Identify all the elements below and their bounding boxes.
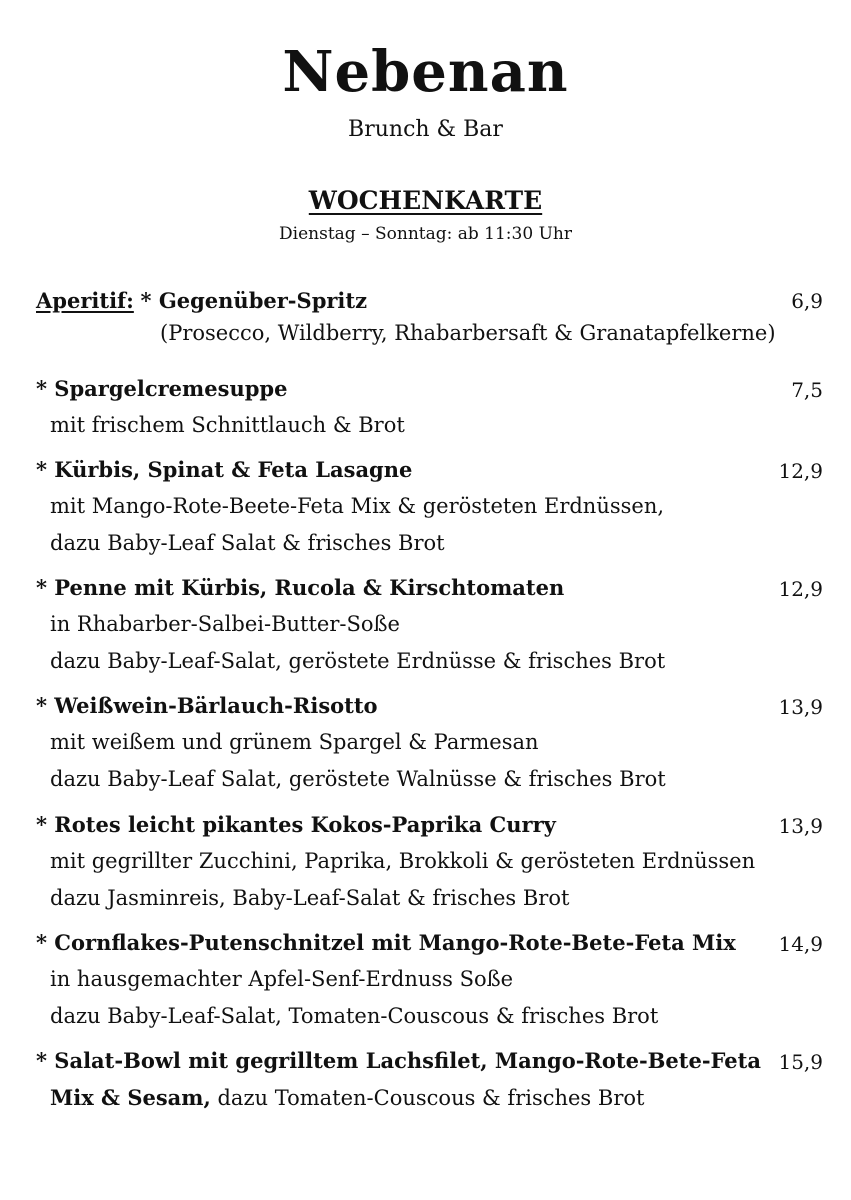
dish-name: * Spargelcremesuppe: [36, 376, 288, 401]
dish-price: 14,9: [778, 932, 823, 956]
menu-item: [36, 924, 796, 1035]
dish-description: [36, 1079, 796, 1117]
dish-name: * Penne mit Kürbis, Rucola & Kirschtomaten: [36, 575, 565, 600]
dish-description: in hausgemachter Apfel-Senf-Erdnuss Soße: [50, 967, 514, 991]
opening-hours: Dienstag – Sonntag: ab 11:30 Uhr: [279, 224, 572, 244]
dish-description: dazu Jasminreis, Baby-Leaf-Salat & frisches Brot: [50, 886, 570, 910]
dish-description: mit frischem Schnittlauch & Brot: [50, 413, 405, 437]
dish-name: * Weißwein-Bärlauch-Risotto: [36, 693, 378, 718]
menu-item: [36, 370, 796, 444]
dish-description: dazu Baby-Leaf-Salat, geröstete Erdnüsse & frisches Brot: [50, 649, 666, 673]
aperitif-label: Aperitif:: [36, 288, 134, 313]
dish-description: dazu Baby-Leaf Salat & frisches Brot: [50, 531, 445, 555]
dish-name: * Kürbis, Spinat & Feta Lasagne: [36, 457, 413, 482]
dish-name-continued: Mix & Sesam,: [50, 1085, 211, 1110]
dish-price: 12,9: [778, 459, 823, 483]
menu-item: [36, 569, 796, 680]
dish-description: in Rhabarber-Salbei-Butter-Soße: [50, 612, 400, 636]
dish-name: * Rotes leicht pikantes Kokos-Paprika Curry: [36, 812, 556, 837]
dish-price: 13,9: [778, 814, 823, 838]
dish-price: 15,9: [778, 1050, 823, 1074]
restaurant-subtitle: Brunch & Bar: [348, 117, 503, 142]
menu-item: [36, 806, 796, 917]
menu-item: [36, 451, 796, 562]
menu-item: [36, 687, 796, 798]
aperitif-price: 6,9: [791, 289, 823, 313]
dish-price: 13,9: [778, 695, 823, 719]
dish-description-text: dazu Tomaten-Couscous & frisches Brot: [210, 1086, 645, 1110]
dish-description: dazu Baby-Leaf-Salat, Tomaten-Couscous & frisches Brot: [50, 1004, 659, 1028]
dish-name: * Salat-Bowl mit gegrilltem Lachsfilet, Mango-Rote-Bete-Feta: [36, 1048, 761, 1073]
weekly-menu-heading: WOCHENKARTE: [308, 186, 543, 215]
dish-price: 12,9: [778, 577, 823, 601]
dish-description: mit gegrillter Zucchini, Paprika, Brokkoli & gerösteten Erdnüssen: [50, 849, 756, 873]
aperitif-name: * Gegenüber-Spritz: [140, 288, 368, 313]
dish-description: dazu Baby-Leaf Salat, geröstete Walnüsse & frisches Brot: [50, 767, 666, 791]
aperitif-section: [36, 285, 826, 349]
dish-name: * Cornflakes-Putenschnitzel mit Mango-Rote-Bete-Feta Mix: [36, 930, 736, 955]
dish-price: 7,5: [791, 378, 823, 402]
menu-item: [36, 1042, 796, 1117]
restaurant-title: Nebenan: [282, 39, 569, 105]
aperitif-description: (Prosecco, Wildberry, Rhabarbersaft & Granatapfelkerne): [160, 321, 776, 345]
dish-description: mit Mango-Rote-Beete-Feta Mix & gerösteten Erdnüssen,: [50, 494, 665, 518]
dish-description: mit weißem und grünem Spargel & Parmesan: [50, 730, 539, 754]
